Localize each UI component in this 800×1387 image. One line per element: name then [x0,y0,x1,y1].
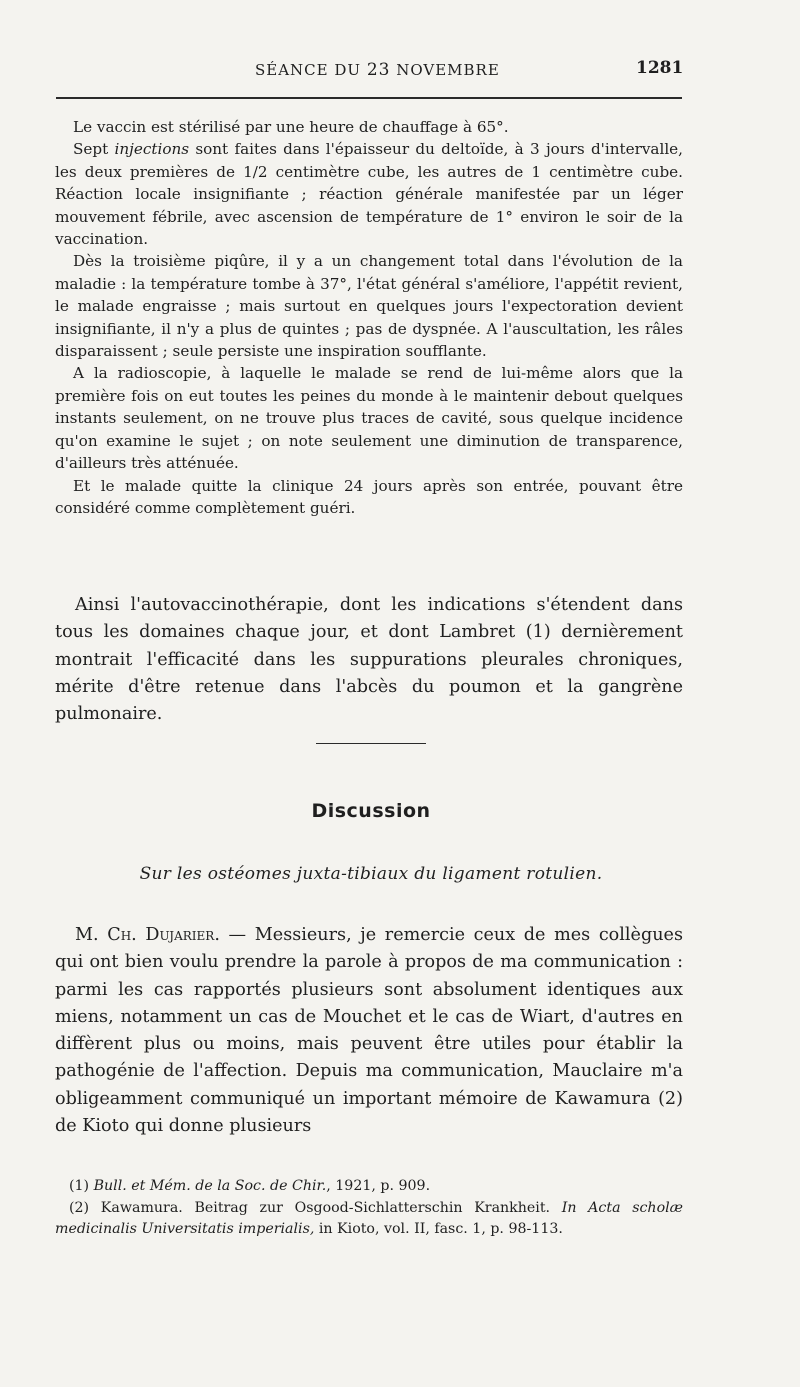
page-header [0,60,800,84]
sept-rest-text: sont faites dans l'épaisseur du deltoïde, à 3 jours d'intervalle, les deux premières de 1/2 centimètre cube, les autres de 1 centimètre cube. Réaction locale insignifiante ; réaction générale manifestée par un léger mouvement fébrile, avec ascension de température de 1° environ le soir de la vaccination. [55,140,684,249]
page-number: 1281 [636,58,684,78]
paragraph: Dès la troisième piqûre, il y a un changement total dans l'évolution de la maladie : la température tombe à 37°, l'état général s'améliore, l'appétit revient, le malade engraisse ; mais surtout en quelques jours l'expectoration devient insignifiante, il n'y a plus de quintes ; pas de dyspnée. A l'auscultation, les râles disparaissent ; seule persiste une inspiration soufflante. [55,252,683,361]
discussion-block [55,922,683,1140]
conclusion-block [55,592,683,728]
section-subtitle: Sur les ostéomes juxta-tibiaux du ligament rotulien. [139,864,603,884]
running-head-month: NOVEMBRE [390,61,500,79]
speaker-name: M. Ch. Dujarier. [75,925,220,945]
section-separator [316,743,426,744]
footnote-text: in Kioto, vol. II, fasc. 1, p. 98-113. [314,1221,563,1237]
running-head-prefix: SÉANCE DU [255,61,367,79]
running-head-day: 23 [366,60,391,80]
footnote-text: , 1921, p. 909. [326,1178,431,1194]
paragraph [55,138,683,250]
discussion-text: — Messieurs, je remercie ceux de mes collègues qui ont bien voulu prendre la parole à propos de ma communication : parmi les cas rapportés plusieurs sont absolument identiques aux miens, notamment un cas de Mouchet et le cas de Wiart, d'autres en diffèrent plus ou moins, mais peuvent être utiles pour établir la pathogénie de l'affection. Depuis ma communication, Mauclaire m'a obligeamment communiqué un important mémoire de Kawamura (2) de Kioto qui donne plusieurs [55,925,683,1137]
case-report [55,116,683,519]
conclusion-paragraph: Ainsi l'autovaccinothérapie, dont les indications s'étendent dans tous les domaines chaque jour, et dont Lambret (1) dernièrement montrait l'efficacité dans les suppurations pleurales chroniques, mérite d'être retenue dans l'abcès du poumon et la gangrène pulmonaire. [55,595,683,725]
section-heading: Discussion [311,800,431,822]
footnote-text: Kawamura. Beitrag zur Osgood-Sichlatterschin Krankheit. [100,1199,562,1216]
footnote-2 [55,1198,683,1241]
paragraph: Et le malade quitte la clinique 24 jours après son entrée, pouvant être considéré comme complètement guéri. [55,476,683,517]
footnotes [55,1176,683,1241]
paragraph: Le vaccin est stérilisé par une heure de chauffage à 65°. [73,118,509,136]
header-rule [56,97,682,99]
footnote-1 [55,1176,683,1198]
paragraph: A la radioscopie, à laquelle le malade se rend de lui-même alors que la première fois on eut toutes les peines du monde à le maintenir debout quelques instants seulement, on ne trouve plus traces de cavité, sous quelque incidence qu'on examine le sujet ; on note seulement une diminution de transparence, d'ailleurs très atténuée. [55,364,683,473]
sept-text: Sept [73,140,115,159]
footnote-label: (2) [69,1199,101,1216]
footnote-citation: Bull. et Mém. de la Soc. de Chir. [93,1178,327,1194]
footnote-citation: In Acta scholæ medicinalis Universitatis imperialis, [55,1199,683,1237]
footnote-label: (1) [69,1178,94,1194]
injections-emphasis: injections [114,140,190,159]
discussion-paragraph [55,922,683,1140]
running-head [255,60,500,80]
